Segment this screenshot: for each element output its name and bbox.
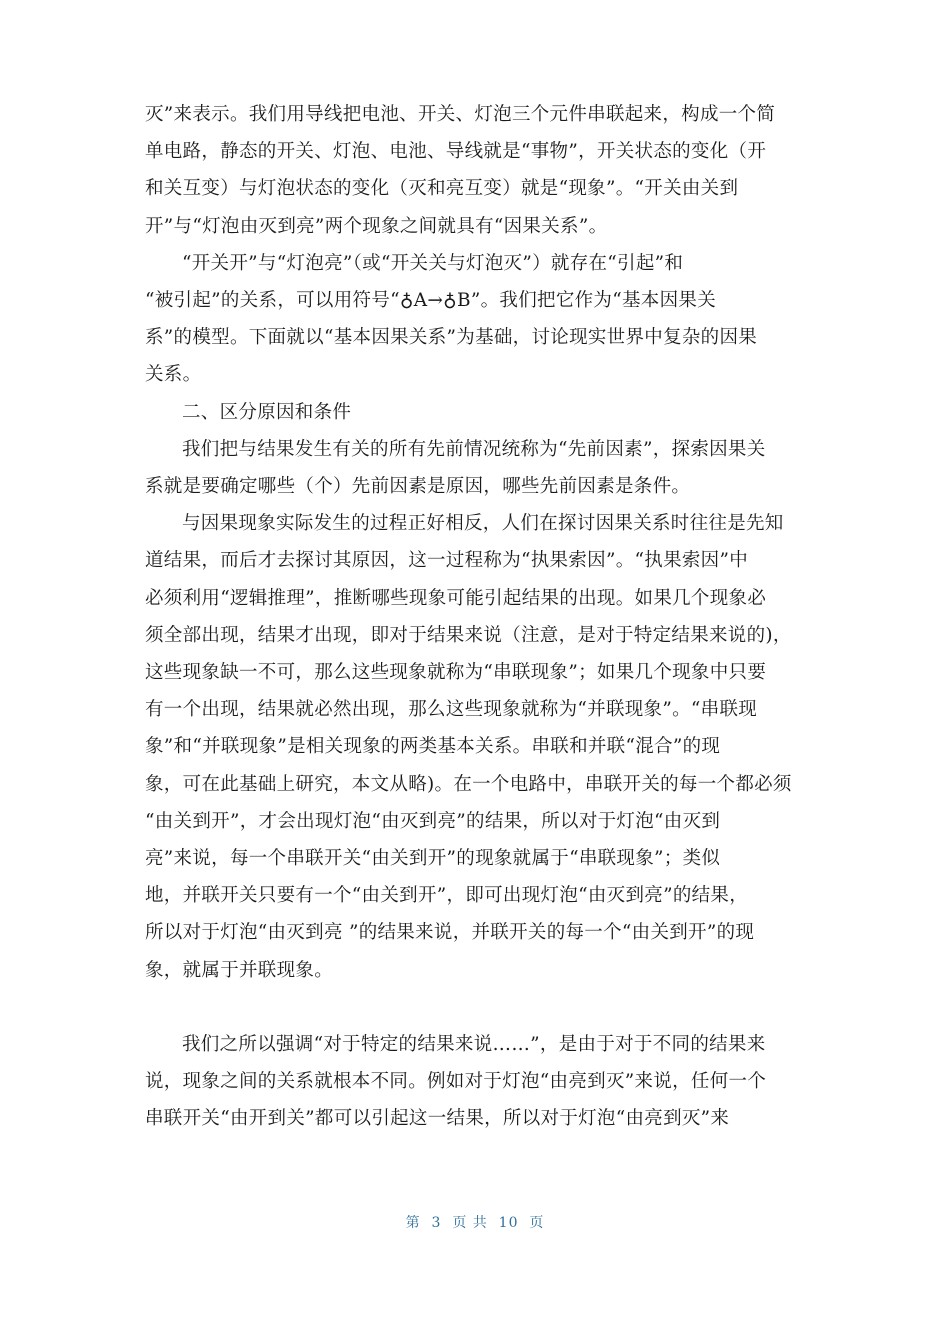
text-line: 单电路，静态的开关、灯泡、电池、导线就是“事物”，开关状态的变化（开 bbox=[145, 141, 767, 163]
text-line: 亮”来说，每一个串联开关“由关到开”的现象就属于“串联现象”；类似 bbox=[145, 848, 721, 870]
paragraph-basic-causality bbox=[145, 245, 807, 394]
text-line: 说，现象之间的关系就根本不同。例如对于灯泡“由亮到灭”来说，任何一个 bbox=[145, 1071, 767, 1093]
text-line: 象，可在此基础上研究，本文从略)。在一个电路中，串联开关的每一个都必须 bbox=[145, 773, 792, 795]
text-line: 与因果现象实际发生的过程正好相反，人们在探讨因果关系时往往是先知 bbox=[182, 513, 784, 535]
page-number: 第 3 页 共 10 页 bbox=[405, 1215, 545, 1231]
text-line: 系就是要确定哪些（个）先前因素是原因，哪些先前因素是条件。 bbox=[145, 476, 691, 498]
paragraph-spacer bbox=[145, 989, 807, 1026]
paragraph-prior-factors bbox=[145, 431, 807, 505]
paragraph-series-parallel bbox=[145, 505, 807, 989]
text-line: 我们把与结果发生有关的所有先前情况统称为“先前因素”，探索因果关 bbox=[182, 438, 766, 460]
paragraph-circuit-example bbox=[145, 96, 807, 245]
text-line: “被引起”的关系，可以用符号“♁A→♁B”。我们把它作为“基本因果关 bbox=[145, 290, 716, 312]
text-line: 我们之所以强调“对于特定的结果来说……”，是由于对于不同的结果来 bbox=[182, 1034, 766, 1056]
text-line: 所以对于灯泡“由灭到亮 ”的结果来说，并联开关的每一个“由关到开”的现 bbox=[145, 922, 755, 944]
text-line: 灭”来表示。我们用导线把电池、开关、灯泡三个元件串联起来，构成一个简 bbox=[145, 104, 776, 125]
text-line: 开”与“灯泡由灭到亮”两个现象之间就具有“因果关系”。 bbox=[145, 215, 608, 237]
text-line: 系”的模型。下面就以“基本因果关系”为基础，讨论现实世界中复杂的因果 bbox=[145, 327, 758, 349]
text-line: 关系。 bbox=[145, 364, 202, 386]
paragraph-specific-result bbox=[145, 1026, 807, 1138]
text-line: 必须利用“逻辑推理”，推断哪些现象可能引起结果的出现。如果几个现象必 bbox=[145, 587, 767, 609]
text-line: 道结果，而后才去探讨其原因，这一过程称为“执果索因”。“执果索因”中 bbox=[145, 550, 749, 572]
text-line: 象，就属于并联现象。 bbox=[145, 959, 334, 981]
text-line: 地，并联开关只要有一个“由关到开”，即可出现灯泡“由灭到亮”的结果， bbox=[145, 885, 749, 907]
text-line: 这些现象缺一不可，那么这些现象就称为“串联现象”；如果几个现象中只要 bbox=[145, 662, 767, 684]
text-line: 串联开关“由开到关”都可以引起这一结果，所以对于灯泡“由亮到灭”来 bbox=[145, 1108, 730, 1130]
text-line: 象”和“并联现象”是相关现象的两类基本关系。串联和并联“混合”的现 bbox=[145, 736, 721, 758]
text-line: “开关开”与“灯泡亮”（或“开关关与灯泡灭”）就存在“引起”和 bbox=[182, 252, 684, 274]
section-heading-text: 二、区分原因和条件 bbox=[182, 401, 352, 423]
text-line: 须全部出现，结果才出现，即对于结果来说（注意，是对于特定结果来说的)， bbox=[145, 624, 792, 646]
section-heading bbox=[145, 394, 807, 431]
document-body bbox=[145, 96, 807, 1138]
text-line: 和关互变）与灯泡状态的变化（灭和亮互变）就是“现象”。“开关由关到 bbox=[145, 178, 739, 200]
text-line: “由关到开”，才会出现灯泡“由灭到亮”的结果，所以对于灯泡“由灭到 bbox=[145, 810, 721, 832]
text-line: 有一个出现，结果就必然出现，那么这些现象就称为“并联现象”。“串联现 bbox=[145, 699, 758, 721]
